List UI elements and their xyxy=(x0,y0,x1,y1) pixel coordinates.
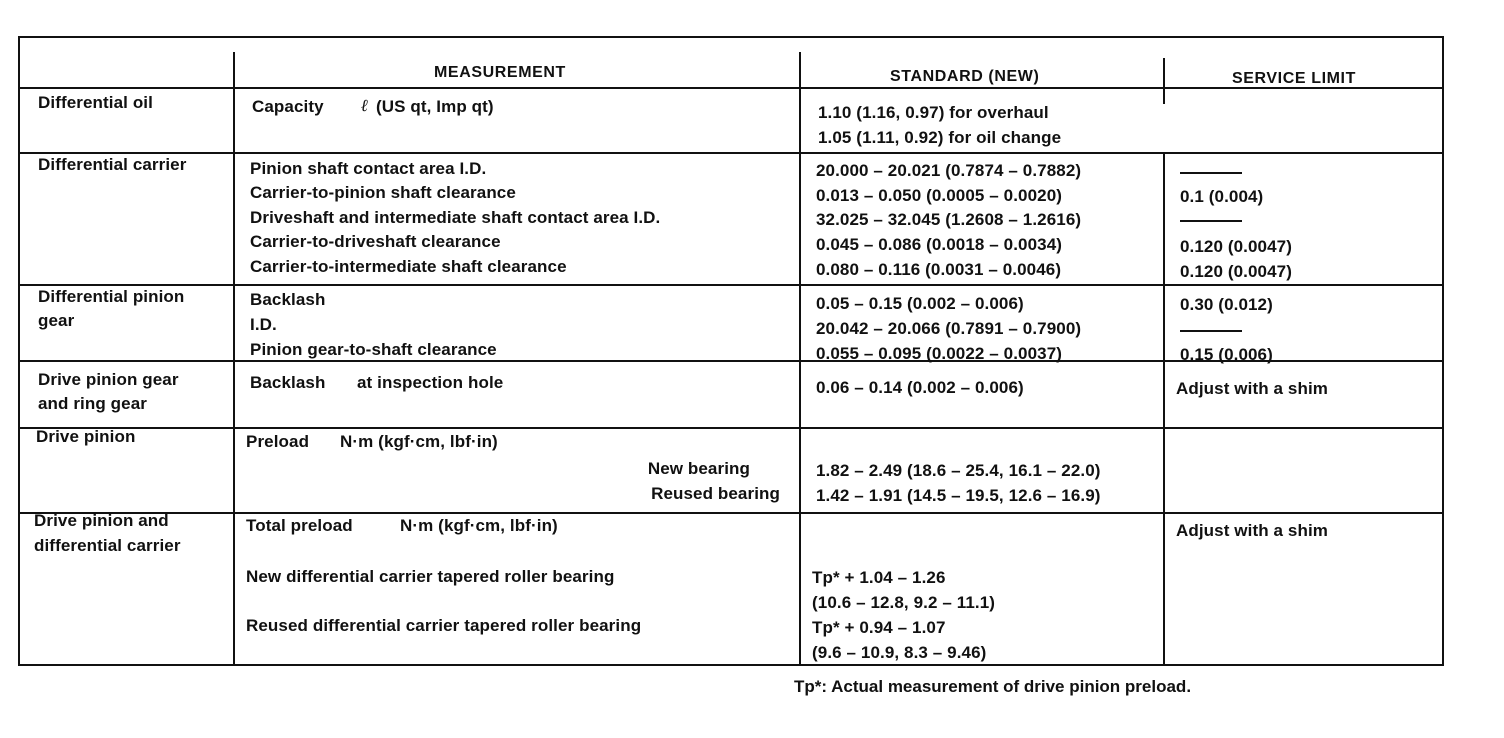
standard-value: (9.6 – 10.9, 8.3 – 9.46) xyxy=(812,643,987,662)
unit-liter-symbol: ℓ xyxy=(361,96,369,116)
measurement-sub-label: at inspection hole xyxy=(357,373,504,392)
no-limit-dash xyxy=(1180,330,1242,332)
measurement-label: Capacity xyxy=(252,97,324,116)
measurement-unit: (US qt, Imp qt) xyxy=(376,97,494,116)
standard-value: 1.82 – 2.49 (18.6 – 25.4, 16.1 – 22.0) xyxy=(816,461,1101,480)
measurement-label: Preload xyxy=(246,432,310,451)
spec-table xyxy=(18,36,1444,666)
service-limit-note: Adjust with a shim xyxy=(1176,379,1328,398)
item-label: Drive pinion xyxy=(36,427,136,446)
standard-value: 0.045 – 0.086 (0.0018 – 0.0034) xyxy=(816,235,1063,254)
column-divider xyxy=(233,52,235,664)
item-label: Drive pinion and xyxy=(34,511,169,530)
row-divider xyxy=(20,284,1442,286)
item-label: Differential pinion xyxy=(38,287,185,306)
standard-value: 0.055 – 0.095 (0.0022 – 0.0037) xyxy=(816,344,1063,363)
standard-value: 0.06 – 0.14 (0.002 – 0.006) xyxy=(816,378,1024,397)
column-divider xyxy=(1163,58,1165,104)
measurement-unit: N·m (kgf·cm, lbf·in) xyxy=(340,432,498,451)
no-limit-dash xyxy=(1180,172,1242,174)
standard-value: 20.042 – 20.066 (0.7891 – 0.7900) xyxy=(816,319,1082,338)
row-divider xyxy=(20,87,1442,89)
column-divider xyxy=(799,52,801,664)
column-divider xyxy=(1163,152,1165,664)
measurement-label: Backlash xyxy=(250,290,326,309)
standard-value: (10.6 – 12.8, 9.2 – 11.1) xyxy=(812,593,996,612)
service-limit-value: 0.1 (0.004) xyxy=(1180,187,1264,206)
footnote: Tp*: Actual measurement of drive pinion preload. xyxy=(794,677,1192,696)
measurement-label: Backlash xyxy=(250,373,326,392)
item-label: Drive pinion gear xyxy=(38,370,179,389)
service-limit-note: Adjust with a shim xyxy=(1176,521,1328,540)
standard-value: 0.05 – 0.15 (0.002 – 0.006) xyxy=(816,294,1024,313)
measurement-sub-label: Reused bearing xyxy=(651,484,780,503)
item-label: differential carrier xyxy=(34,536,181,555)
measurement-sub-label: New bearing xyxy=(647,459,750,478)
header-service-limit: SERVICE LIMIT xyxy=(1232,70,1356,87)
service-limit-value: 0.30 (0.012) xyxy=(1180,295,1273,314)
standard-value: Tp* + 0.94 – 1.07 xyxy=(812,618,946,637)
standard-value: 32.025 – 32.045 (1.2608 – 1.2616) xyxy=(816,210,1082,229)
measurement-label: Pinion shaft contact area I.D. xyxy=(250,159,487,178)
row-divider xyxy=(20,427,1442,429)
header-measurement: MEASUREMENT xyxy=(434,64,566,81)
measurement-label: Carrier-to-pinion shaft clearance xyxy=(250,183,516,202)
service-limit-value: 0.120 (0.0047) xyxy=(1180,237,1292,256)
no-limit-dash xyxy=(1180,220,1242,222)
item-label: Differential carrier xyxy=(38,155,187,174)
standard-value: Tp* + 1.04 – 1.26 xyxy=(812,568,946,587)
measurement-label: Carrier-to-driveshaft clearance xyxy=(250,232,501,251)
measurement-label: Carrier-to-intermediate shaft clearance xyxy=(250,257,567,276)
measurement-label: Pinion gear-to-shaft clearance xyxy=(250,340,497,359)
measurement-label: New differential carrier tapered roller bearing xyxy=(246,567,615,586)
standard-value: 0.013 – 0.050 (0.0005 – 0.0020) xyxy=(816,186,1063,205)
measurement-label: I.D. xyxy=(250,315,277,334)
standard-value: 0.080 – 0.116 (0.0031 – 0.0046) xyxy=(816,260,1062,279)
standard-value: 1.05 (1.11, 0.92) for oil change xyxy=(818,128,1062,147)
item-label: and ring gear xyxy=(38,394,147,413)
measurement-unit: N·m (kgf·cm, lbf·in) xyxy=(400,516,558,535)
standard-value: 1.10 (1.16, 0.97) for overhaul xyxy=(818,103,1049,122)
row-divider xyxy=(20,152,1442,154)
standard-value: 20.000 – 20.021 (0.7874 – 0.7882) xyxy=(816,161,1082,180)
item-label: gear xyxy=(38,311,75,330)
service-limit-value: 0.15 (0.006) xyxy=(1180,345,1273,364)
measurement-label: Total preload xyxy=(246,516,353,535)
standard-value: 1.42 – 1.91 (14.5 – 19.5, 12.6 – 16.9) xyxy=(816,486,1101,505)
service-limit-value: 0.120 (0.0047) xyxy=(1180,262,1292,281)
measurement-label: Driveshaft and intermediate shaft contact area I.D. xyxy=(250,208,661,227)
measurement-label: Reused differential carrier tapered roller bearing xyxy=(246,616,642,635)
item-label: Differential oil xyxy=(38,93,153,112)
row-divider xyxy=(20,512,1442,514)
header-standard: STANDARD (NEW) xyxy=(890,68,1040,85)
